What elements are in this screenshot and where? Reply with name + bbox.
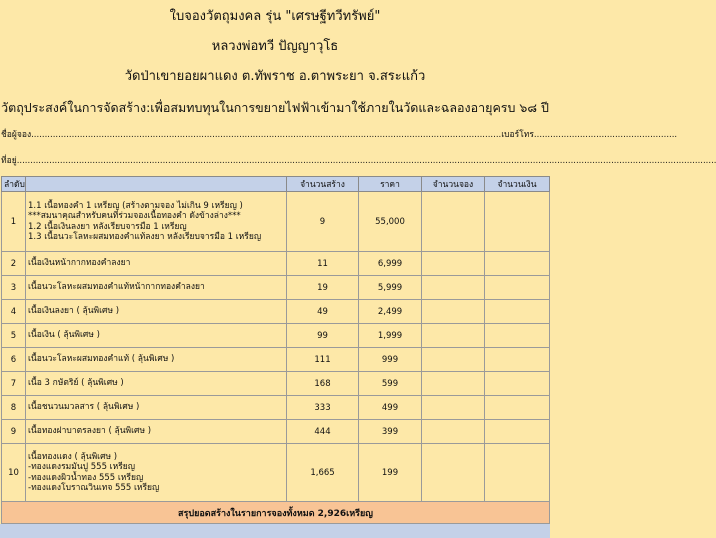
unit-price: 6,999	[359, 252, 422, 276]
reserve-qty-cell[interactable]	[422, 276, 485, 300]
row-number: 3	[2, 276, 26, 300]
item-description-line: เนื้อเงินหน้ากากทองคำลงยา	[28, 258, 131, 269]
item-description	[26, 372, 287, 396]
unit-price: 499	[359, 396, 422, 420]
table-row	[2, 348, 550, 372]
row-number: 9	[2, 420, 26, 444]
form-title: ใบจองวัตถุมงคล รุ่น "เศรษฐีทวีทรัพย์"	[169, 9, 381, 24]
row-number: 7	[2, 372, 26, 396]
item-description	[26, 444, 287, 502]
unit-price: 1,999	[359, 324, 422, 348]
item-description	[26, 252, 287, 276]
amount-cell[interactable]	[485, 276, 550, 300]
amount-cell[interactable]	[485, 372, 550, 396]
item-description-line: เนื้อทองแดง ( ลุ้นพิเศษ )	[28, 451, 118, 462]
unit-price: 199	[359, 444, 422, 502]
item-description	[26, 324, 287, 348]
item-description-line: เนื้อนวะโลหะผสมทองคำแท้ ( ลุ้นพิเศษ )	[28, 354, 175, 365]
unit-price: 2,499	[359, 300, 422, 324]
row-number: 2	[2, 252, 26, 276]
item-description-line: เนื้อเงิน ( ลุ้นพิเศษ )	[28, 330, 100, 341]
col-header-reserve-qty: จำนวนจอง	[422, 177, 485, 192]
summary-row	[2, 502, 550, 524]
reserve-qty-cell[interactable]	[422, 252, 485, 276]
col-header-item	[26, 177, 287, 192]
amount-cell[interactable]	[485, 324, 550, 348]
unit-price: 599	[359, 372, 422, 396]
item-description-line: -ทองแดงรมมันปู 555 เหรียญ	[28, 462, 135, 472]
created-quantity: 49	[287, 300, 359, 324]
created-quantity: 168	[287, 372, 359, 396]
created-quantity: 1,665	[287, 444, 359, 502]
table-row	[2, 372, 550, 396]
created-quantity: 99	[287, 324, 359, 348]
table-row	[2, 324, 550, 348]
unit-price: 399	[359, 420, 422, 444]
created-quantity: 19	[287, 276, 359, 300]
col-header-no: ลำดับ	[2, 177, 26, 192]
reserve-qty-cell[interactable]	[422, 324, 485, 348]
item-description-line: 1.2 เนื้อเงินลงยา หลังเรียบจารมือ 1 เหรียญ	[28, 221, 187, 232]
item-description	[26, 300, 287, 324]
item-description-line: -ทองแดงผิวน้ำทอง 555 เหรียญ	[28, 472, 144, 483]
col-header-created: จำนวนสร้าง	[287, 177, 359, 192]
item-description	[26, 420, 287, 444]
amount-cell[interactable]	[485, 300, 550, 324]
col-header-price: ราคา	[359, 177, 422, 192]
item-description	[26, 396, 287, 420]
address-field[interactable]: ที่อยู่...................................................................................................................................................................................................................................................................	[1, 156, 716, 166]
item-description-line: 1.3 เนื้อนวะโลหะผสมทองคำแท้ลงยา หลังเรียบจารมือ 1 เหรียญ	[28, 232, 262, 242]
table-row	[2, 276, 550, 300]
table-row	[2, 300, 550, 324]
amount-cell[interactable]	[485, 396, 550, 420]
amount-cell[interactable]	[485, 348, 550, 372]
table-row	[2, 396, 550, 420]
created-quantity: 11	[287, 252, 359, 276]
created-quantity: 111	[287, 348, 359, 372]
item-description-line: เนื้อทองฝาบาตรลงยา ( ลุ้นพิเศษ )	[28, 426, 152, 437]
reserve-qty-cell[interactable]	[422, 420, 485, 444]
item-description	[26, 348, 287, 372]
created-quantity: 9	[287, 192, 359, 252]
created-quantity: 444	[287, 420, 359, 444]
amount-cell[interactable]	[485, 252, 550, 276]
item-description	[26, 192, 287, 252]
table-row	[2, 252, 550, 276]
reserve-qty-cell[interactable]	[422, 348, 485, 372]
reserve-qty-cell[interactable]	[422, 396, 485, 420]
monk-name: หลวงพ่อทวี ปัญญาวุโธ	[211, 39, 339, 54]
reserve-qty-cell[interactable]	[422, 300, 485, 324]
row-number: 1	[2, 192, 26, 252]
temple-address: วัดป่าเขายอยผาแดง ต.ทัพราช อ.ตาพระยา จ.สระแก้ว	[124, 69, 426, 84]
reserve-qty-cell[interactable]	[422, 192, 485, 252]
item-description-line: เนื้อนวะโลหะผสมทองคำแท้หน้ากากทองคำลงยา	[28, 282, 205, 293]
row-number: 10	[2, 444, 26, 502]
item-description-line: เนื้อชนวนมวลสาร ( ลุ้นพิเศษ )	[28, 402, 140, 413]
unit-price: 5,999	[359, 276, 422, 300]
item-description-line: เนื้อเงินลงยา ( ลุ้นพิเศษ )	[28, 306, 120, 317]
footer-band	[0, 524, 550, 538]
table-row	[2, 192, 550, 252]
item-description-line: เนื้อ 3 กษัตริย์ ( ลุ้นพิเศษ )	[28, 378, 124, 389]
row-number: 4	[2, 300, 26, 324]
unit-price: 999	[359, 348, 422, 372]
item-description-line: -ทองแดงโบราณวินเทจ 555 เหรียญ	[28, 483, 160, 493]
row-number: 6	[2, 348, 26, 372]
name-phone-field[interactable]: ชื่อผู้จอง..............................................................................................................................................................................เบอร์โทร.....................................................	[1, 130, 678, 140]
table-row	[2, 444, 550, 502]
unit-price: 55,000	[359, 192, 422, 252]
row-number: 8	[2, 396, 26, 420]
created-quantity: 333	[287, 396, 359, 420]
summary-text: สรุปยอดสร้างในรายการจองทั้งหมด 2,926เหรียญ	[2, 502, 550, 524]
table-header-row	[2, 177, 550, 192]
reserve-qty-cell[interactable]	[422, 372, 485, 396]
item-description-line: ***สมนาคุณสำหรับคนที่ร่วมจองเนื้อทองคำ ดังข้างล่าง***	[28, 211, 241, 221]
amount-cell[interactable]	[485, 420, 550, 444]
purpose-line: วัตถุประสงค์ในการจัดสร้าง:เพื่อสมทบทุนในการขยายไฟฟ้าเข้ามาใช้ภายในวัดและฉลองอายุครบ ๖๘ ปี	[1, 100, 549, 115]
row-number: 5	[2, 324, 26, 348]
amount-cell[interactable]	[485, 444, 550, 502]
col-header-amount: จำนวนเงิน	[485, 177, 550, 192]
table-row	[2, 420, 550, 444]
order-table	[1, 176, 550, 524]
item-description-line: 1.1 เนื้อทองคำ 1 เหรียญ (สร้างตามจอง ไม่เกิน 9 เหรียญ )	[28, 200, 243, 211]
item-description	[26, 276, 287, 300]
amount-cell[interactable]	[485, 192, 550, 252]
reserve-qty-cell[interactable]	[422, 444, 485, 502]
